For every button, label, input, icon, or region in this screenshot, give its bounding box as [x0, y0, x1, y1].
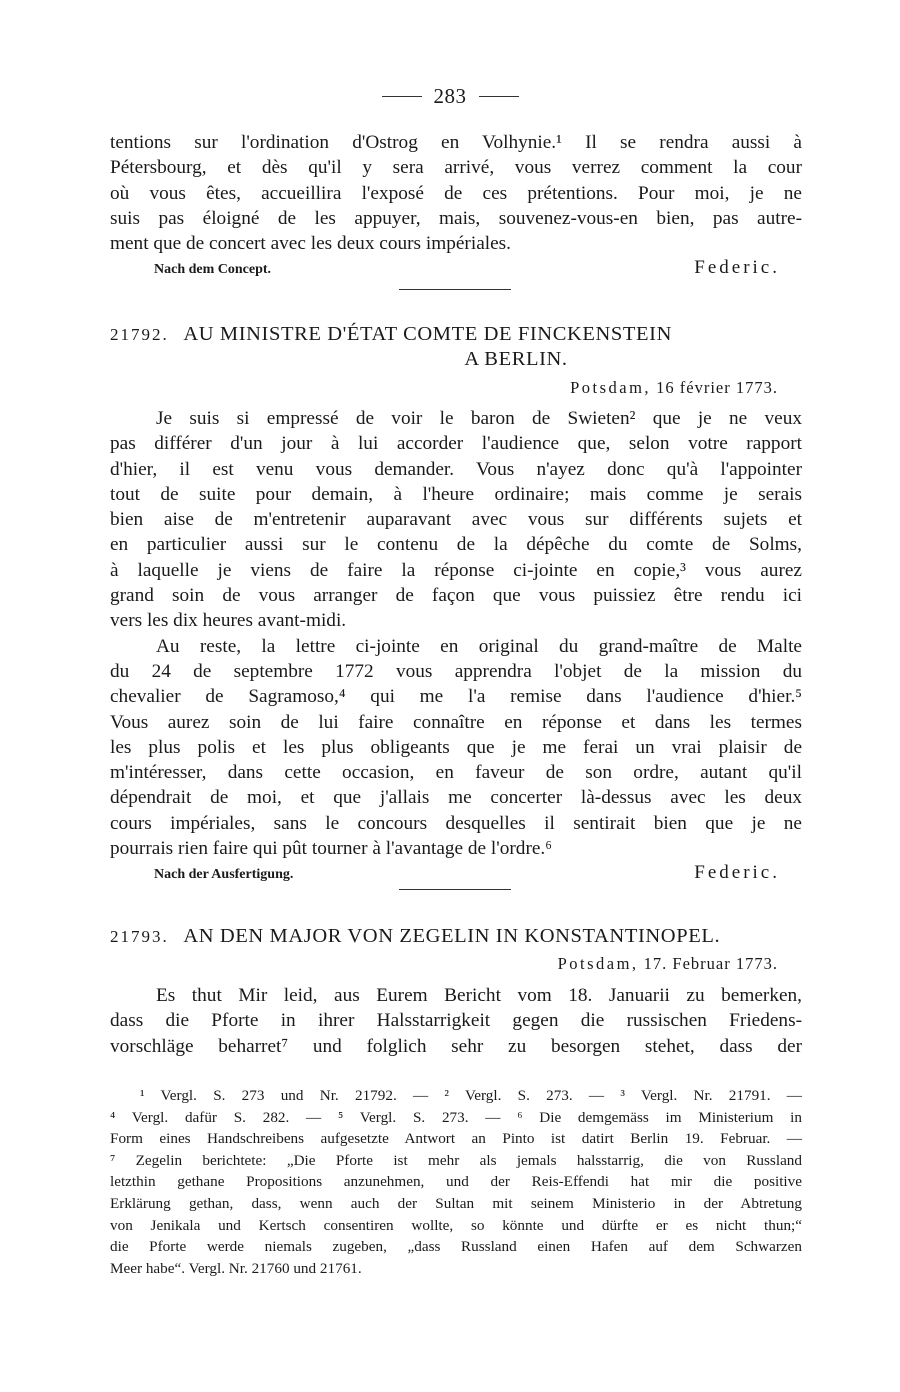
- footnote-line: die Pforte werde niemals zugeben, „dass Russland einen Hafen auf dem Schwarzen: [110, 1238, 802, 1256]
- signature: Federic.: [694, 257, 780, 278]
- page-number-dash-right: [479, 96, 519, 97]
- footnote-line: ⁴ Vergl. dafür S. 282. — ⁵ Vergl. S. 273. — ⁶ Die demgemäss im Ministerium in: [110, 1108, 802, 1126]
- text-line: Au reste, la lettre ci-jointe en original du grand-maître de Malte: [156, 635, 802, 657]
- text-line: où vous êtes, accueillira l'exposé de ces prétentions. Pour moi, je ne: [110, 182, 802, 204]
- text-line: cours impériales, sans le concours desquelles il sentirait bien que je ne: [110, 812, 802, 834]
- text-line: m'intéresser, dans cette occasion, en faveur de son ordre, autant qu'il: [110, 762, 802, 784]
- text-line: dass die Pforte in ihrer Halsstarrigkeit gegen die russischen Friedens-: [110, 1010, 802, 1032]
- text-line: pas différer d'un jour à lui accorder l'audience que, selon votre rapport: [110, 433, 802, 455]
- continuation-paragraph: [110, 130, 802, 256]
- dateline-date: 17. Februar 1773.: [643, 954, 778, 973]
- text-line: Es thut Mir leid, aus Eurem Bericht vom 18. Januarii zu bemerken,: [156, 985, 802, 1006]
- footnote-line: ⁷ Zegelin berichtete: „Die Pforte ist mehr als jemals halsstarrig, die von Russland: [110, 1151, 802, 1169]
- text-line: les plus polis et les plus obligeants que je me ferai un vrai plaisir de: [110, 736, 802, 758]
- dateline: [558, 954, 778, 974]
- dateline: [570, 378, 778, 398]
- footnote-line: Erklärung gethan, dass, wenn auch der Sultan mit seinem Ministerio in der Abtretung: [110, 1194, 802, 1212]
- letter-heading: [110, 322, 802, 372]
- text-line: d'hier, il est venu vous demander. Vous n'ayez donc qu'à l'appointer: [110, 458, 802, 480]
- text-line: suis pas éloigné de les appuyer, mais, souvenez-vous-en bien, pas autre-: [110, 207, 802, 229]
- footnotes: [110, 1085, 802, 1279]
- text-line: pourrais rien faire qui pût tourner à l'avantage de l'ordre.⁶: [110, 838, 552, 860]
- letter-number: 21793.: [110, 927, 169, 946]
- footnote-line: Meer habe“. Vergl. Nr. 21760 und 21761.: [110, 1259, 362, 1277]
- letter-paragraph: [110, 983, 802, 1059]
- text-line: bien aise de m'entretenir auparavant avec vous sur différents sujets et: [110, 509, 802, 531]
- page-number: [0, 84, 900, 109]
- text-line: en particulier aussi sur le contenu de la dépêche du comte de Solms,: [110, 534, 802, 556]
- footnote-line: letzthin gethane Propositions anzunehmen, und der Reis-Effendi hat mir die positive: [110, 1173, 802, 1191]
- text-line: grand soin de vous arranger de façon que vous puissiez être rendu ici: [110, 585, 802, 607]
- text-line: Vous aurez soin de lui faire connaître en réponse et dans les termes: [110, 711, 802, 733]
- text-line: Je suis si empressé de voir le baron de Swieten² que je ne veux: [156, 408, 802, 429]
- source-note: Nach der Ausfertigung.: [154, 867, 294, 882]
- text-line: tentions sur l'ordination d'Ostrog en Volhynie.¹ Il se rendra aussi à: [110, 132, 802, 153]
- text-line: à laquelle je viens de faire la réponse ci-jointe en copie,³ vous aurez: [110, 559, 802, 581]
- dateline-date: 16 février 1773.: [656, 378, 778, 397]
- separator-rule: [399, 289, 511, 290]
- text-line: vorschläge beharret⁷ und folglich sehr zu besorgen stehet, dass der: [110, 1035, 802, 1057]
- text-line: chevalier de Sagramoso,⁴ qui me l'a remise dans l'audience d'hier.⁵: [110, 686, 802, 708]
- letter-heading-line1: AN DEN MAJOR VON ZEGELIN IN KONSTANTINOPEL.: [183, 925, 721, 947]
- dateline-place: Potsdam,: [570, 378, 652, 397]
- page-number-dash-left: [382, 96, 422, 97]
- footnote-line: von Jenikala und Kertsch consentiren wollte, so könnte und dürfte er es nicht thun;“: [110, 1216, 802, 1234]
- text-line: ment que de concert avec les deux cours impériales.: [110, 233, 511, 255]
- text-line: Pétersbourg, et dès qu'il y sera arrivé, vous verrez comment la cour: [110, 157, 802, 179]
- letter-signature-line: [154, 862, 780, 884]
- text-line: tout de suite pour demain, à l'heure ordinaire; mais comme je serais: [110, 483, 802, 505]
- signature: Federic.: [694, 862, 780, 883]
- source-note: Nach dem Concept.: [154, 262, 272, 277]
- page-number-text: 283: [433, 84, 467, 108]
- dateline-place: Potsdam,: [557, 954, 639, 973]
- letter-number: 21792.: [110, 325, 169, 344]
- letter-paragraph: [110, 406, 802, 861]
- letter-heading: [110, 924, 802, 949]
- letter-heading-line2: A BERLIN.: [464, 348, 568, 370]
- footnote-line: Form eines Handschreibens aufgesetzte Antwort an Pinto ist datirt Berlin 19. Februar. —: [110, 1130, 802, 1148]
- text-line: dépendrait de moi, et que j'allais me concerter là-dessus avec les deux: [110, 787, 802, 809]
- text-line: vers les dix heures avant-midi.: [110, 610, 347, 632]
- text-line: du 24 de septembre 1772 vous apprendra l'objet de la mission du: [110, 660, 802, 682]
- continuation-signature-line: [154, 257, 780, 279]
- separator-rule: [399, 889, 511, 890]
- letter-heading-line1: AU MINISTRE D'ÉTAT COMTE DE FINCKENSTEIN: [183, 323, 672, 345]
- footnote-line: ¹ Vergl. S. 273 und Nr. 21792. — ² Vergl. S. 273. — ³ Vergl. Nr. 21791. —: [140, 1087, 802, 1104]
